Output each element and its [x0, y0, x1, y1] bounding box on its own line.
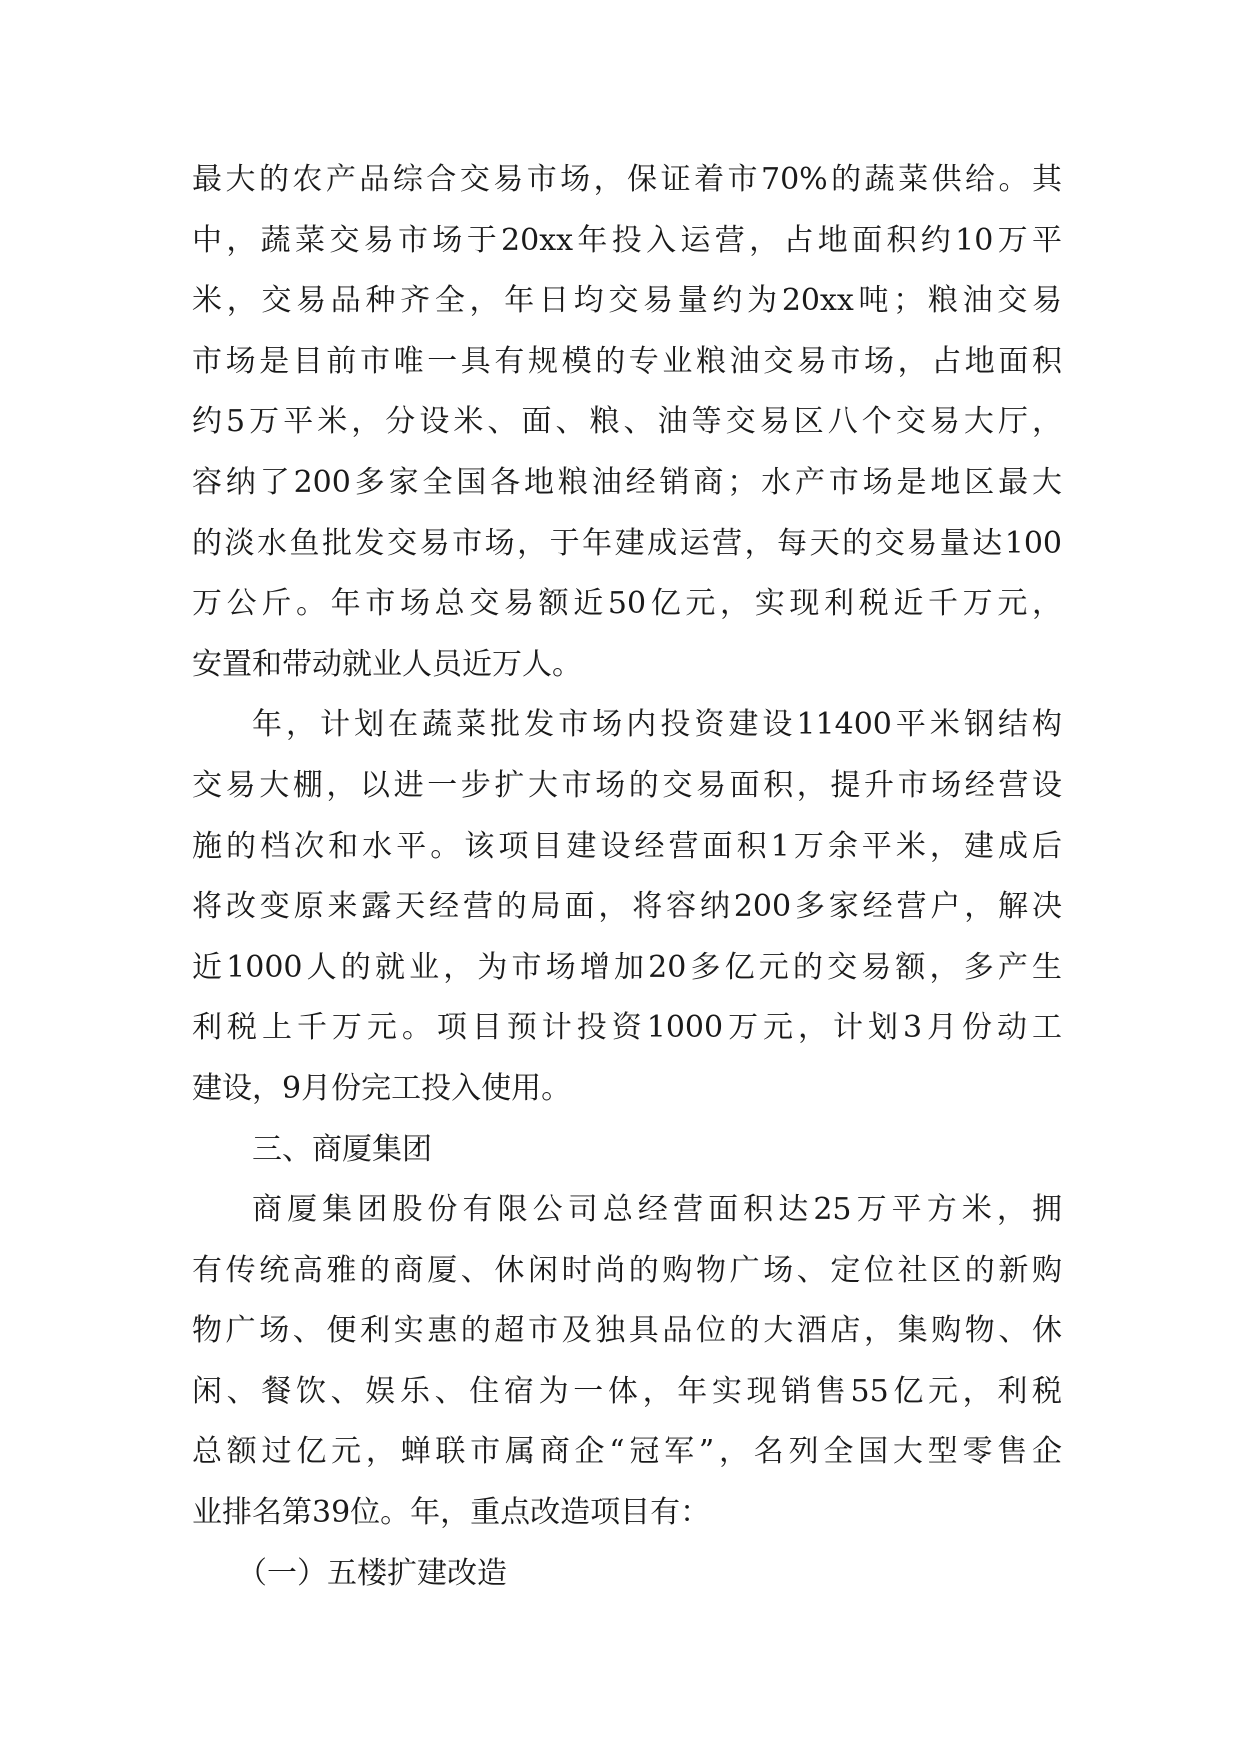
text-line: （一）五楼扩建改造	[237, 1555, 507, 1591]
text-line: 容纳了200多家全国各地粮油经销商；水产市场是地区最大	[192, 464, 1062, 500]
text-line: 闲、餐饮、娱乐、住宿为一体，年实现销售55亿元，利税	[192, 1373, 1062, 1409]
text-line: 有传统高雅的商厦、休闲时尚的购物广场、定位社区的新购	[192, 1252, 1062, 1288]
text-line: 中，蔬菜交易市场于20xx年投入运营，占地面积约10万平	[192, 222, 1062, 258]
text-line: 业排名第39位。年，重点改造项目有：	[192, 1495, 711, 1531]
text-line: 的淡水鱼批发交易市场，于年建成运营，每天的交易量达100	[192, 525, 1062, 561]
document-page	[192, 150, 1062, 1604]
text-line: 物广场、便利实惠的超市及独具品位的大酒店，集购物、休	[192, 1313, 1062, 1349]
text-line: 三、商厦集团	[252, 1131, 432, 1167]
text-line: 年，计划在蔬菜批发市场内投资建设11400平米钢结构	[252, 707, 1062, 743]
text-line: 总额过亿元，蝉联市属商企“冠军”，名列全国大型零售企	[192, 1434, 1062, 1470]
text-line: 交易大棚，以进一步扩大市场的交易面积，提升市场经营设	[192, 767, 1062, 803]
text-line: 近1000人的就业，为市场增加20多亿元的交易额，多产生	[192, 949, 1062, 985]
text-line: 约5万平米，分设米、面、粮、油等交易区八个交易大厅，	[192, 404, 1062, 440]
text-line: 将改变原来露天经营的局面，将容纳200多家经营户，解决	[192, 889, 1062, 925]
text-line: 利税上千万元。项目预计投资1000万元，计划3月份动工	[192, 1010, 1062, 1046]
text-line: 万公斤。年市场总交易额近50亿元，实现利税近千万元，	[192, 586, 1062, 622]
text-line: 施的档次和水平。该项目建设经营面积1万余平米，建成后	[192, 828, 1062, 864]
text-line: 最大的农产品综合交易市场，保证着市70%的蔬菜供给。其	[192, 162, 1062, 197]
text-line: 市场是目前市唯一具有规模的专业粮油交易市场，占地面积	[192, 343, 1062, 379]
text-line: 建设，9月份完工投入使用。	[192, 1070, 572, 1106]
text-line: 商厦集团股份有限公司总经营面积达25万平方米，拥	[252, 1192, 1062, 1228]
text-line: 安置和带动就业人员近万人。	[192, 646, 582, 682]
text-line: 米，交易品种齐全，年日均交易量约为20xx吨；粮油交易	[192, 283, 1062, 319]
